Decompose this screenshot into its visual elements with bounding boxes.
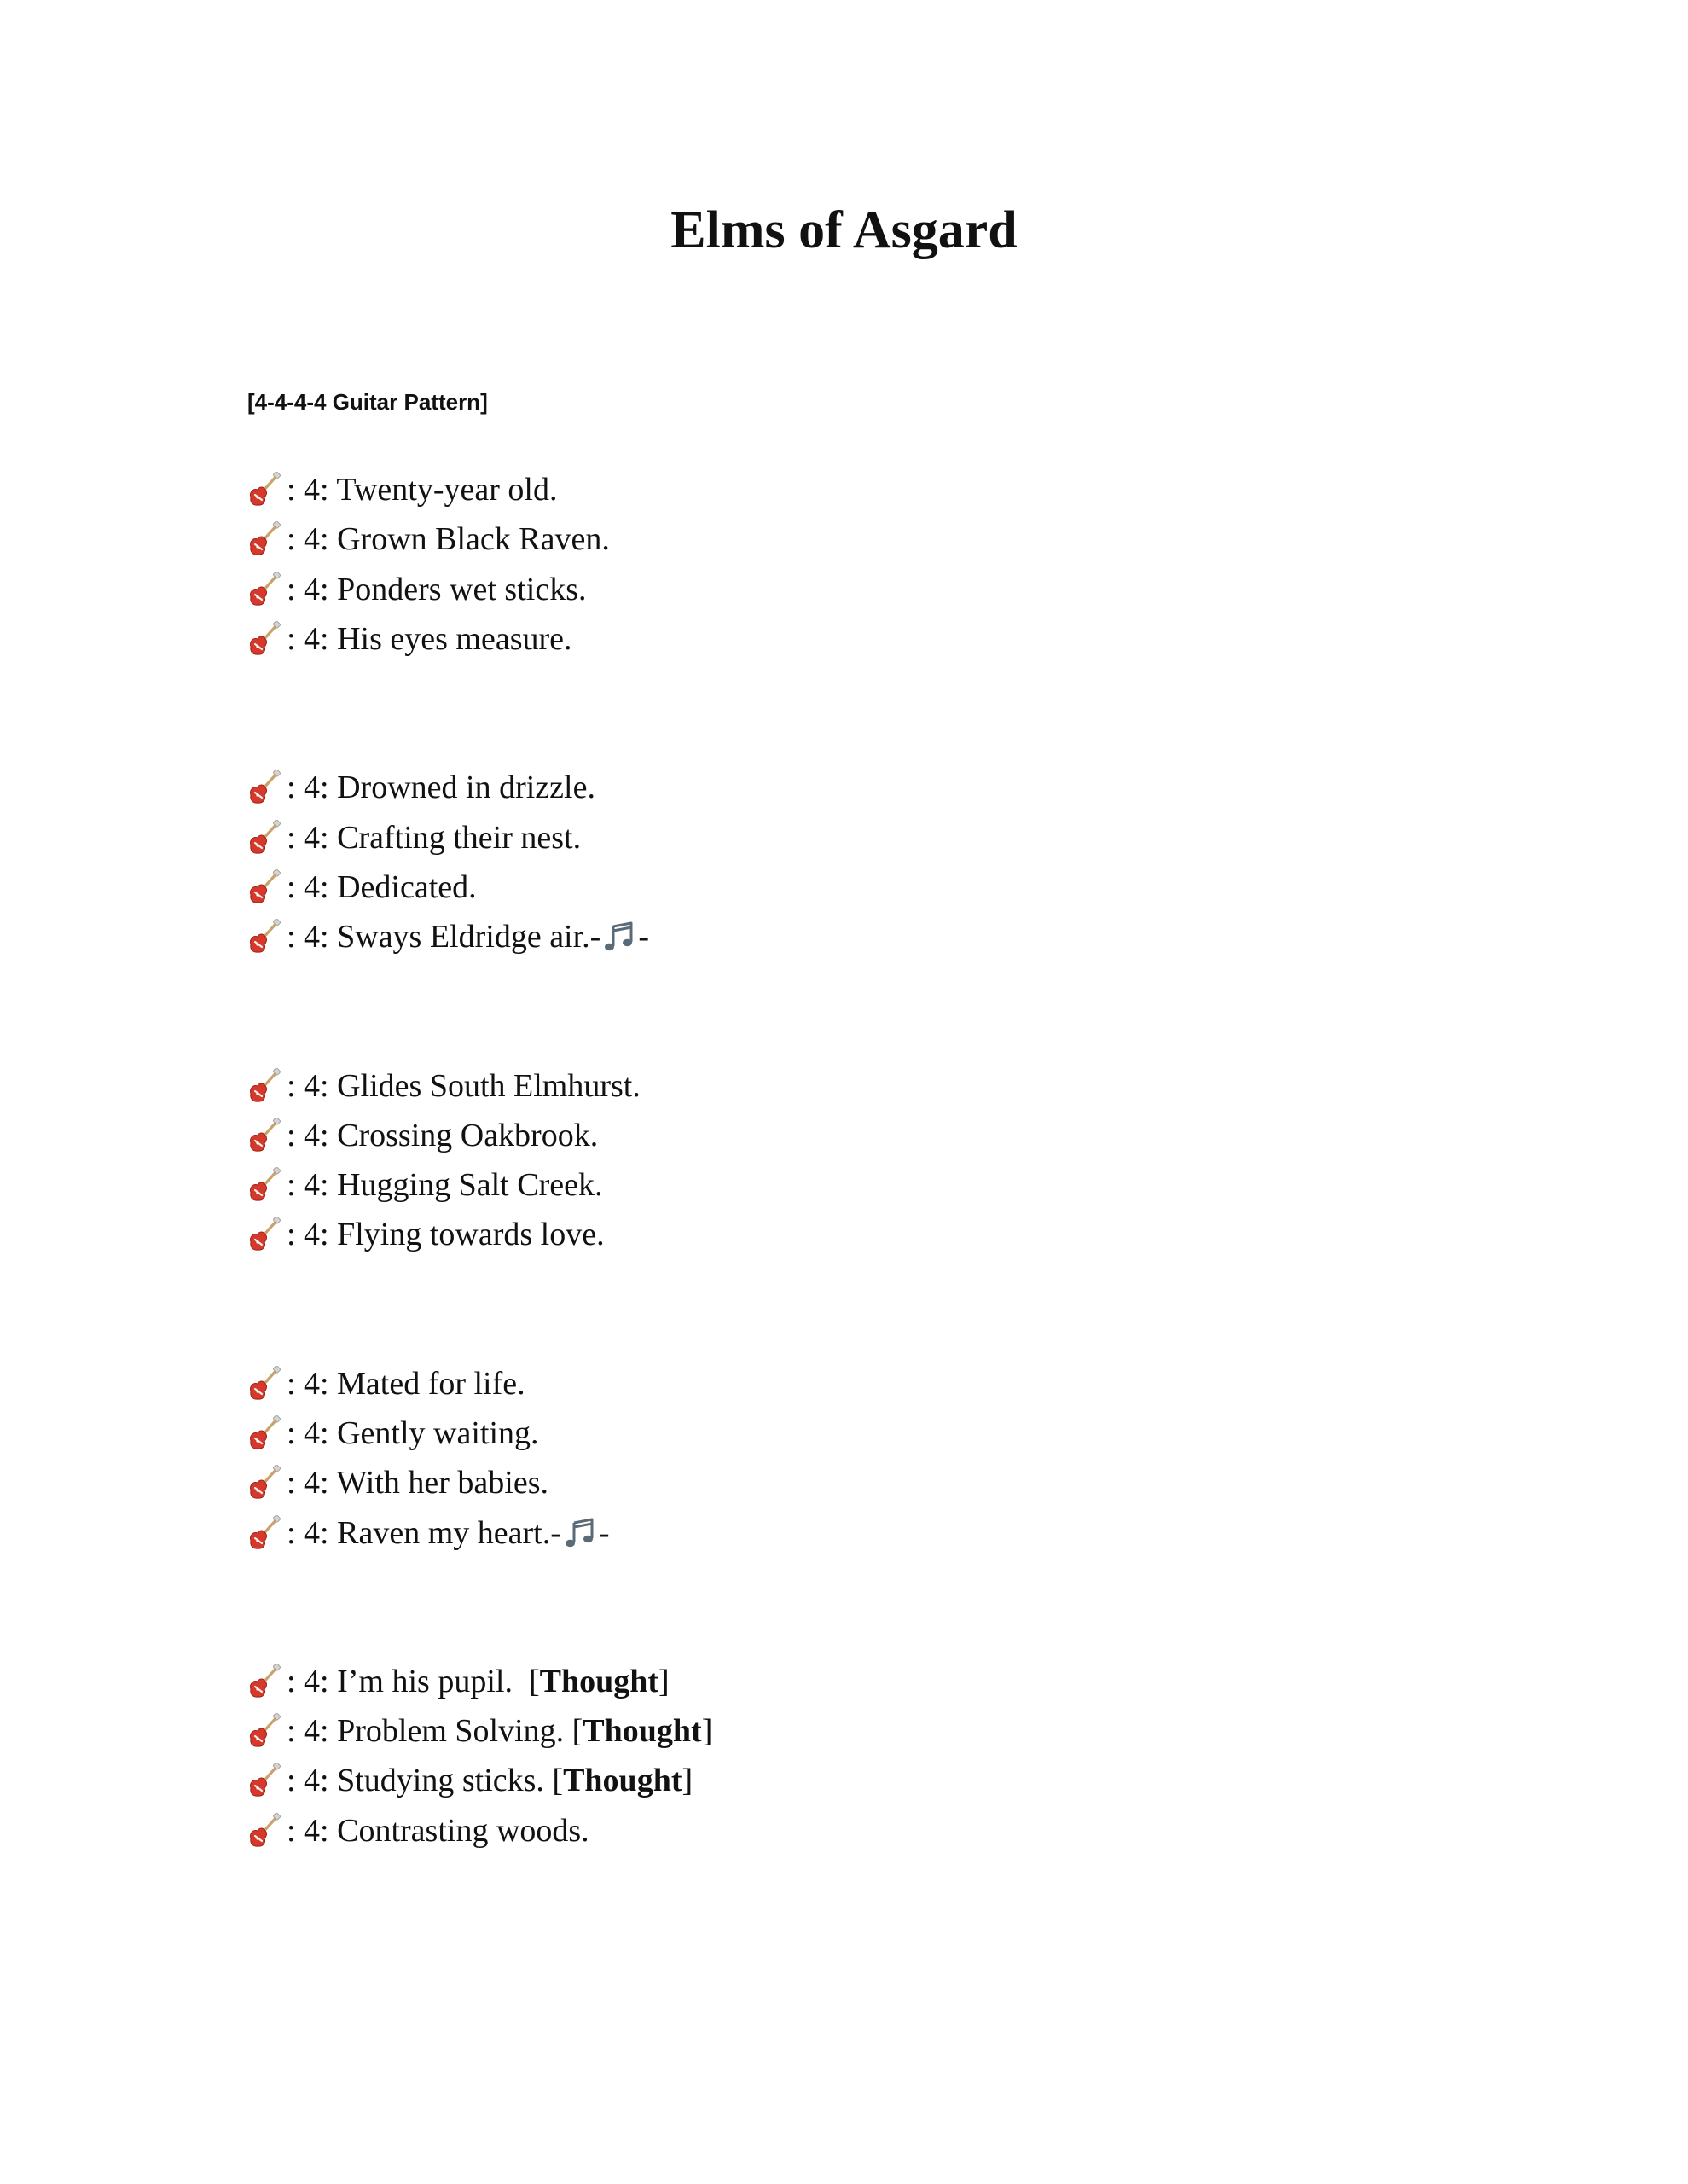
guitar-icon <box>247 770 281 805</box>
poem-line-text: : 4: Twenty-year old. <box>287 472 558 508</box>
guitar-icon <box>247 1415 281 1451</box>
poem-line <box>247 1160 1441 1210</box>
guitar-icon <box>247 1217 281 1252</box>
poem-line <box>247 1806 1441 1856</box>
poem-line-text: : 4: Mated for life. <box>287 1365 525 1402</box>
guitar-icon <box>247 572 281 607</box>
bracket-close: ] <box>658 1663 670 1699</box>
poem-line <box>247 514 1441 564</box>
stanza <box>247 763 1441 961</box>
poem-line-text: : 4: Dedicated. <box>287 868 477 905</box>
poem-line <box>247 1706 1441 1756</box>
poem-line <box>247 812 1441 862</box>
trailing-dash: - <box>638 919 649 956</box>
musical-notes-icon <box>563 1516 597 1550</box>
poem-line-text: : 4: Crafting their nest. <box>287 819 582 856</box>
guitar-icon <box>247 472 281 508</box>
poem-line-text: : 4: Glides South Elmhurst. <box>287 1067 641 1104</box>
poem-line-text: : 4: Sways Eldridge air.- <box>287 919 601 956</box>
stanza <box>247 465 1441 664</box>
poem-line <box>247 912 1441 961</box>
poem-line <box>247 1507 1441 1557</box>
guitar-icon <box>247 1713 281 1749</box>
thought-label: Thought <box>539 1663 659 1699</box>
guitar-icon <box>247 1515 281 1551</box>
guitar-icon <box>247 1118 281 1153</box>
poem-line-text: : 4: Ponders wet sticks. <box>287 571 587 607</box>
poem-line-text: : 4: Grown Black Raven. <box>287 521 610 558</box>
poem-line-text: : 4: Studying sticks. [ <box>287 1763 564 1799</box>
poem-line-text: : 4: Crossing Oakbrook. <box>287 1117 599 1153</box>
guitar-icon <box>247 1068 281 1104</box>
poem-line <box>247 1756 1441 1805</box>
poem-line <box>247 863 1441 912</box>
guitar-icon <box>247 621 281 657</box>
stanza <box>247 1359 1441 1558</box>
poem-line-text: : 4: Problem Solving. [ <box>287 1713 583 1750</box>
poem-line-text: : 4: Hugging Salt Creek. <box>287 1167 603 1204</box>
document-title: Elms of Asgard <box>670 201 1018 259</box>
poem-line-text: : 4: Drowned in drizzle. <box>287 770 595 806</box>
guitar-icon <box>247 1167 281 1203</box>
guitar-icon <box>247 869 281 905</box>
guitar-icon <box>247 1366 281 1402</box>
pattern-subtitle: [4-4-4-4 Guitar Pattern] <box>247 389 488 415</box>
guitar-icon <box>247 1664 281 1699</box>
guitar-icon <box>247 521 281 557</box>
poem-line-text: : 4: With her babies. <box>287 1465 548 1502</box>
stanza <box>247 1657 1441 1856</box>
poem-line-text: : 4: His eyes measure. <box>287 621 572 658</box>
guitar-icon <box>247 820 281 856</box>
poem-line-text: : 4: I’m his pupil. [ <box>287 1663 540 1699</box>
poem-line <box>247 1359 1441 1409</box>
poem-line-text: : 4: Flying towards love. <box>287 1217 605 1253</box>
guitar-icon <box>247 1763 281 1798</box>
stanza <box>247 1060 1441 1259</box>
poem-line <box>247 1111 1441 1160</box>
poem-line <box>247 763 1441 812</box>
poem-line <box>247 1060 1441 1110</box>
poem-line <box>247 1657 1441 1706</box>
guitar-icon <box>247 1813 281 1849</box>
bracket-close: ] <box>682 1763 693 1799</box>
poem-line <box>247 1210 1441 1259</box>
poem-line-text: : 4: Contrasting woods. <box>287 1812 589 1849</box>
poem-line <box>247 1458 1441 1507</box>
poem-line <box>247 1409 1441 1458</box>
poem-line-text: : 4: Raven my heart.- <box>287 1514 561 1551</box>
poem-line <box>247 565 1441 614</box>
poem-line <box>247 465 1441 514</box>
thought-label: Thought <box>583 1713 702 1750</box>
poem-line-text: : 4: Gently waiting. <box>287 1415 539 1451</box>
guitar-icon <box>247 919 281 955</box>
poem-body <box>247 465 1441 1955</box>
bracket-close: ] <box>701 1713 713 1750</box>
musical-notes-icon <box>602 920 636 954</box>
trailing-dash: - <box>598 1514 610 1551</box>
thought-label: Thought <box>563 1763 682 1799</box>
poem-line <box>247 614 1441 664</box>
guitar-icon <box>247 1465 281 1501</box>
